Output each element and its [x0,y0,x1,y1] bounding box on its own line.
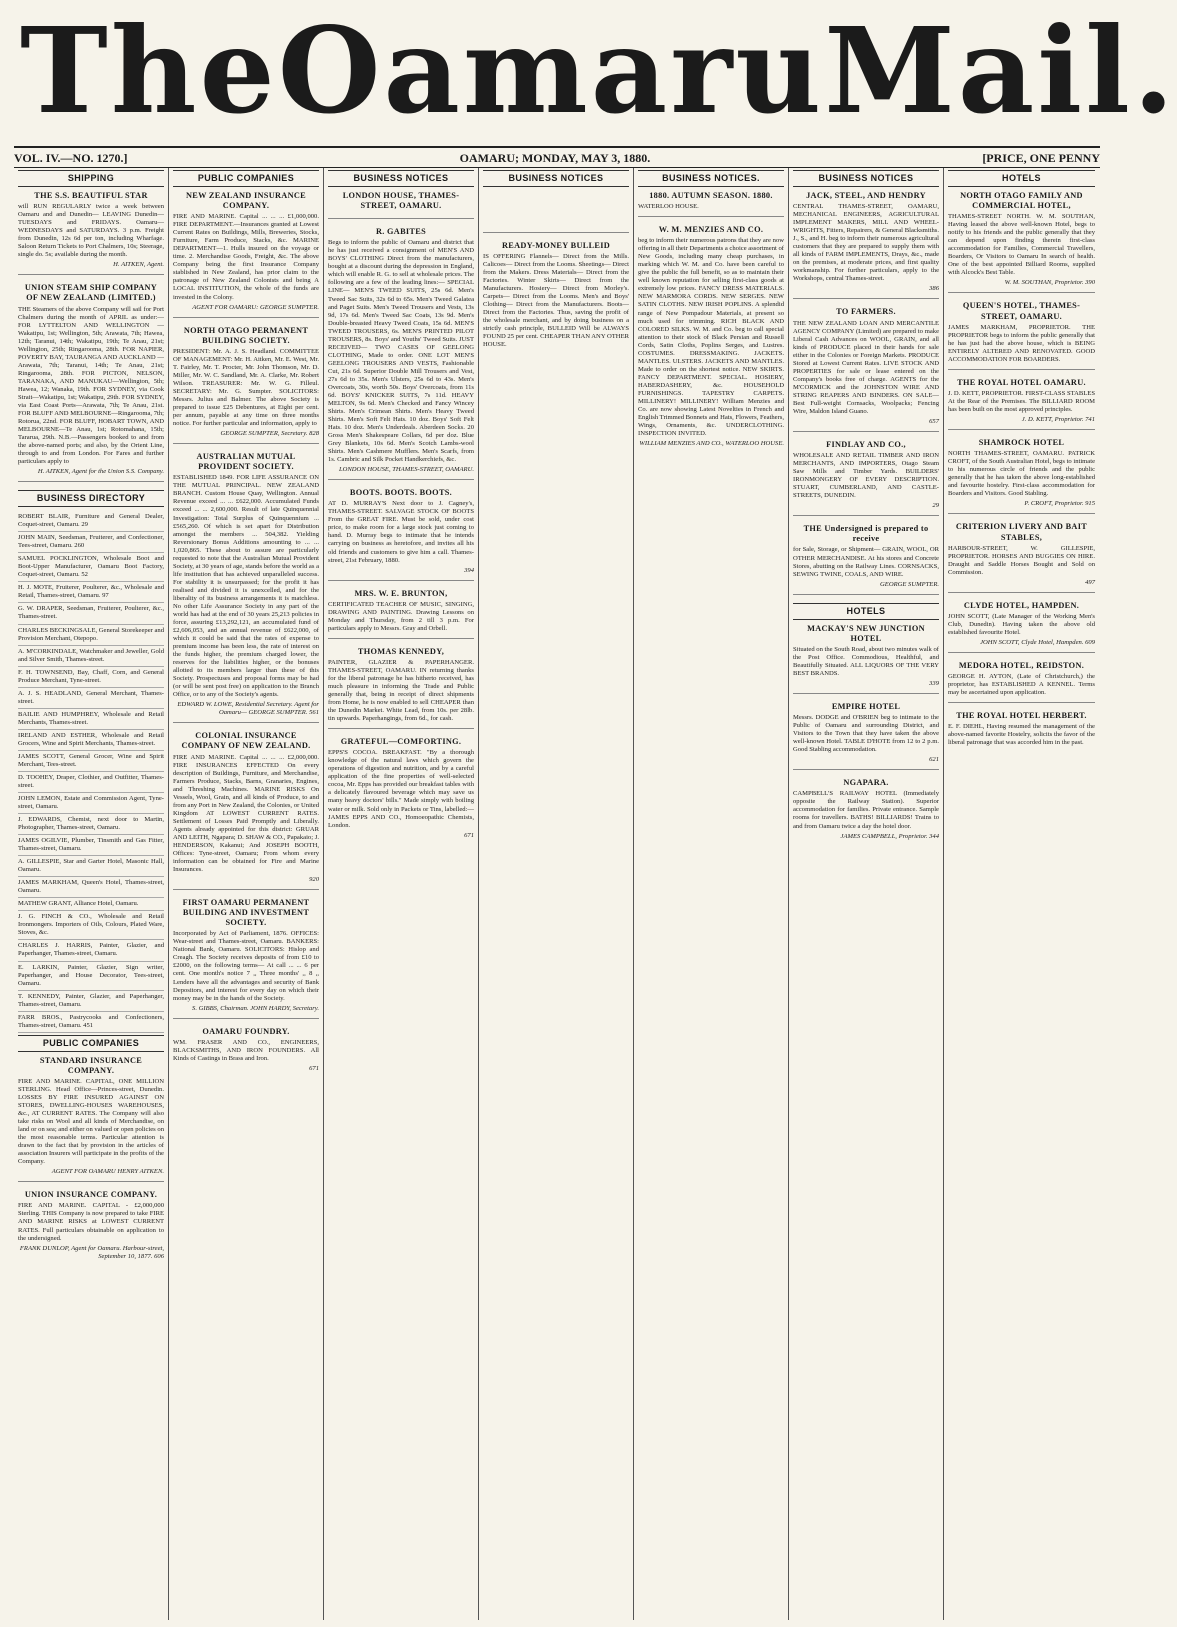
directory-entry: J. EDWARDS, Chemist, next door to Martin, Photographer, Thames-street, Oamaru. [18,814,164,835]
ad-signature: WILLIAM MENZIES AND CO., WATERLOO HOUSE. [639,440,784,447]
column-header: BUSINESS NOTICES [328,170,474,187]
directory-entry: CHARLES BECKINGSALE, General Storekeeper and Provision Merchant, Otepopo. [18,625,164,646]
column-2-ad [173,731,319,890]
ad-title: SHAMROCK HOTEL [978,438,1065,448]
ad-title: FINDLAY AND CO., [826,439,906,449]
ad-title: GRATEFUL—COMFORTING. [340,737,462,747]
ad-signature: GEORGE SUMPTER. [880,580,939,588]
directory-entry: H. J. MOTE, Fruiterer, Poulterer, &c., Wholesale and Retail, Thames-street, Oamaru. 97 [18,582,164,603]
ad-title: CRITERION LIVERY AND BAIT STABLES, [955,522,1088,542]
ad-body: will RUN REGULARLY twice a week between Oamaru and and Dunedin— LEAVING Dunedin— TUESDAYS and FRIDAYS. Oamaru— WEDNESDAYS and SATURDAYS. 3 p.m. Freight from Dunedin, 12s 6d per ton, including Wharfage. Saloon Return Tickets to Port Chalmers, 10s; Steerage, single do. 5s; available during the month. [18,203,164,259]
column-1-ad [18,191,164,275]
ad-signature: FRANK DUNLOP, Agent for Oamaru. Harbour-street, September 10, 1877. 606 [19,1244,164,1260]
column-4 [479,168,634,1620]
directory-entry: BAILIE AND HUMPHREY, Wholesale and Retail Merchants, Thames-street. [18,709,164,730]
column-3-ad [328,488,474,580]
ad-signature: EDWARD W. LOWE, Residential Secretary. Agent for Oamaru— GEORGE SUMPTER. 561 [177,701,319,717]
directory-entry: JAMES SCOTT, General Grocer, Wine and Spirit Merchant, Tees-street. [18,751,164,772]
ad-body: AT D. MURRAY'S Next door to J. Cagney's, THAMES-STREET. SALVAGE STOCK OF BOOTS From the GREAT FIRE. Must be sold, under cost price, to make room for a large stock just coming to hand. D. Murray begs to intimate that he intends carrying on business as heretofore, and invites all his old friends and customers to give him a call. Thames-street, 21st February, 1880. [328,500,474,564]
column-header: SHIPPING [18,170,164,187]
ad-body: PAINTER, GLAZIER & PAPERHANGER. THAMES-STREET, OAMARU. IN returning thanks for the liberal patronage he has hitherto received, has much pleasure in informing the Trade and Public generally that, being in receipt of direct shipments from Home, he is now enabled to sell CHEAPER than the Dunedin Market. White Lead, from 10s. per 28lb. tin upwards. Paperhangings, from 6d., for cash. [328,658,474,723]
column-header: HOTELS [948,170,1095,187]
ad-body: Begs to inform the public of Oamaru and district that he has just received a consignment of MEN'S AND BOYS' CLOTHING Direct from the manufacturers, bought at a discount during the depression in England, which will enable R. G. to sell at wholesale prices. The following are a few of the leading lines:— SPECIAL LINE— MEN'S TWEED SUITS, 25s 6d. Men's Tweed Sac Suits, 32s 6d to 65s. Men's Tweed Galatea and Paget Suits. Men's Tweed Trousers and Vests, 13s 9d, 17s 6d. Men's Tweed Sac Coats, 13s 9d. Men's Double-breasted Heavy Tweed Coats, 15s 6d. MEN'S TWEED TROUSERS, 6s. MEN'S PRINTED PILOT TROUSERS, 8s. Boys' and Youths' Tweed Suits. JUST RECEIVED— TWO CASES OF GEELONG CLOTHING, Made to order. ONE LOT MEN'S GEELONG TROUSERS AND VESTS, Fashionable Cut, 21s 6d. Superior Double Mill Trousers and Vest, 27s 6d to 35s. Men's Ulsters, 25s 6d to 43s. Men's Overcoats, 30s, worth 50s. Boys' Overcoats, from 11s 6d. BOYS' KNICKER SUITS, 7s 11d. HEAVY MELTON, 9s 6d. Men's Checked and Fancy Wincey Shirts. Men's Crimean Shirts. Men's Heavy Tweed Shirts. Men's Soft Felt Hats. 10 doz. Boys' Soft Felt Hats. 10 doz. Men's Underdeals. Aberdeen Socks. 20 Gross Men's Shakespeare Collars, 6d per doz. Blue Grey Blankets, 10s 6d. Men's Scotch Lambs-wool Shirts. Men's Cashmere Mufflers. Men's Scarfs, from 1s. Cambric and Silk Pocket Handkerchiefs, &c. [328,239,474,464]
ad-body: E. F. DIEHL, Having resumed the management of the above-named favorite Hostelry, solicits the favor of the liberal patronage that was accorded him in the past. [948,723,1095,747]
column-6-lower-ad [793,778,939,845]
directory-entry: E. LARKIN, Painter, Glazier, Sign writer, Paperhanger, and House Decorator, Tees-street, Oamaru. [18,962,164,991]
column-4-ad [483,241,629,354]
directory-entry: F. H. TOWNSEND, Bay, Chaff, Corn, and General Produce Merchant, Tyne-street. [18,667,164,688]
column-6-ad [793,191,939,299]
column-5-ad [638,225,784,453]
masthead-word-2: Oamaru [277,1,825,140]
ad-title: R. GABITES [375,227,427,237]
column-7-ad [948,438,1095,514]
ad-title: UNION STEAM SHIP COMPANY OF NEW ZEALAND (LIMITED.) [24,283,158,303]
ad-body: THE NEW ZEALAND LOAN AND MERCANTILE AGENCY COMPANY (Limited) are prepared to make Liberal Cash Advances on WOOL, GRAIN, and all kinds of PRODUCE placed in their hands for sale either in the Colonies or Foreign Markets. PRODUCE Stored at Lowest Current Rates. LIVE STOCK AND PROPERTIES for sale or lease entered on the Company's books free of charge. AGENTS for the M'CORMICK and the JOHNSTON WIRE AND STRING REAPERS AND BINDERS. ON SALE—Best Full-weight Cornsacks, Woolpacks; Fencing Wire, Maldon Island Guano. [793,319,939,415]
column-2-ad [173,898,319,1019]
column-5 [634,168,789,1620]
column-6-lower-ad [793,702,939,770]
ad-body: J. D. KETT, PROPRIETOR. FIRST-CLASS STABLES At the Rear of the Premises. The BILLIARD ROOM has been built on the most approved principles. [948,389,1095,414]
ad-signature: JAMES CAMPBELL, Proprietor. 344 [840,832,939,840]
ad-signature: JOHN SCOTT, Clyde Hotel, Hampden. 609 [980,638,1095,646]
ad-title: NGAPARA. [843,778,889,788]
directory-entry: D. TOOHEY, Draper, Clothier, and Outfitter, Thames-street. [18,772,164,793]
column-header: BUSINESS NOTICES. [638,170,784,187]
directory-entry: J. G. FINCH & CO., Wholesale and Retail Ironmongers. Importers of Oils, Colours, Plated Ware, Stoves, &c. [18,911,164,940]
ad-signature: 671 [309,1064,319,1072]
ad-title: READY-MONEY BULLEID [501,240,611,250]
ad-title: STANDARD INSURANCE COMPANY. [39,1055,143,1075]
ad-signature: 920 [309,875,319,883]
column-header: BUSINESS NOTICES [793,170,939,187]
column-6-ad [793,440,939,516]
column-6-ad [793,307,939,432]
column-6-ad [793,524,939,594]
ad-title: MACKAY'S NEW JUNCTION HOTEL [807,623,925,643]
volume-number: VOL. IV.—NO. 1270.] [14,150,128,165]
column-7-ad [948,661,1095,703]
price: [PRICE, ONE PENNY [982,150,1100,165]
ad-title: THE ROYAL HOTEL OAMARU. [957,377,1086,387]
ad-signature: W. M. SOUTHAN, Proprietor. 390 [1004,279,1095,287]
directory-entry: JAMES MARKHAM, Queen's Hotel, Thames-street, Oamaru. [18,877,164,898]
ad-signature: S. GIBBS, Chairman. JOHN HARDY, Secretary. [192,1004,319,1012]
column-2 [169,168,324,1620]
ad-body: WHOLESALE AND RETAIL TIMBER AND IRON MERCHANTS, AND IMPORTERS, Otago Steam Saw Mills and Timber Yards. BUILDERS' IRONMONGERY OF EVERY DESCRIPTION. STUART, CUMBERLAND, AND CASTLE-STREETS, DUNEDIN. [793,452,939,500]
ad-body: IS OFFERING Flannels— Direct from the Mills. Calicoes— Direct from the Looms. Sheetings— Direct from the Makers. Dress Materials— Direct from the Factories. Winter Skirts— Direct from the Manufacturers. Hosiery— Direct from Morley's. Carpets— Direct from the Looms. Men's and Boys' Clothing— Direct from the Manufacturers. Boots— Direct from the Factories. Thus, saving the profit of the wholesale merchant, and by doing business on a strictly cash principle, BULLEID Will be ALWAYS FOUND 25 per cent. CHEAPER THAN ANY OTHER HOUSE. [483,253,629,349]
ad-signature: 394 [464,566,474,574]
column-7-ad [948,191,1095,294]
column-3-ad [328,737,474,844]
directory-entry: G. W. DRAPER, Seedsman, Fruiterer, Poulterer, &c., Thames-street. [18,603,164,624]
ad-title: NORTH OTAGO PERMANENT BUILDING SOCIETY. [183,325,309,345]
section-header: PUBLIC COMPANIES [18,1035,164,1052]
ad-spacer [483,191,629,227]
ad-title: MEDORA HOTEL, REIDSTON. [958,661,1085,671]
ad-body: FIRE AND MARINE. Capital ... ... ... £1,000,000. FIRE DEPARTMENT.—Insurances granted at Lowest Current Rates on Buildings, Mills, Breweries, Stocks, Furniture, Farm Produce, Stacks, &c. MARINE DEPARTMENT—1. Hulls insured on the voyage or time. 2. Merchandise Goods, Freight, &c. The above Company being the first Insurance Company stablished in New Zealand, has prior claim to the patronage of New Zealand Colonists and being A LOCAL INSTITUTION, the whole of the funds are invested in the Colony. [173,213,319,301]
ad-title: 1880. AUTUMN SEASON. 1880. [649,190,773,200]
directory-entry: SAMUEL POCKLINGTON, Wholesale Boot and Boot-Upper Manufacturer, Oamaru Boot Factory, Coquet-street, Oamaru. 52 [18,553,164,582]
directory-entry: FARR BROS., Pastrycooks and Confectioners, Thames-street, Oamaru. 451 [18,1012,164,1033]
ad-signature: AGENT FOR OAMARU HENRY AITKEN. [51,1168,164,1176]
ad-body: CAMPBELL'S RAILWAY HOTEL (Immediately opposite the Railway Station). Superior accommodation for families. Private entrance. Sample rooms for travellers. BATHS! BILLIARDS! Trains to and from Oamaru twice a day the hotel door. [793,790,939,830]
ad-title: UNION INSURANCE COMPANY. [24,1190,158,1200]
directory-entry: JOHN MAIN, Seedsman, Fruiterer, and Confectioner, Tees-street, Oamaru. 260 [18,532,164,553]
column-1 [14,168,169,1620]
ad-title: COLONIAL INSURANCE COMPANY OF NEW ZEALAND. [181,731,311,751]
column-7-ad [948,711,1095,752]
ad-body: CERTIFICATED TEACHER OF MUSIC, SINGING, DRAWING AND PAINTING. Drawing Lessons on Monday and Thursday, from 2 till 3 p.m. For particulars apply to Messrs. Gray and Orbell. [328,600,474,632]
ad-title: THE S.S. BEAUTIFUL STAR [34,190,148,200]
ad-title: NEW ZEALAND INSURANCE COMPANY. [185,190,307,211]
newspaper-columns [14,168,1100,1620]
ad-body: ESTABLISHED 1849. FOR LIFE ASSURANCE ON THE MUTUAL PRINCIPAL. NEW ZEALAND BRANCH. Custom House Quay, Wellington. Annual Revenue exceed ... ... £622,000. Accumulated Funds exceed ... ... 2,600,000. Result of late Quinquennial Investigation: Total Surplus of Quinquennium ... £565,260. Of which is set apart for Distribution amongst the members ... 504,382. Yielding Reversionary Bonus Additions amounting to ... ... 1,020,865. These about to assure are particularly requested to note that the Australian Mutual Provident Society, at 30 years of age, stands before the world as a life institution that has achieved unparalleled success. For stability it is unsurpassed; for the profit it has realised and divided it is unexcelled, and for the liberality of its business arrangements it is matchless. No other Life Assurance Society in any part of the world has had at the end of 30 years 25,213 policies in force, assuring £13,292,121, an accumulated fund of £2,606,053, and an annual revenue of £622,000, of which it could be said that the rates of expense to premium income has been less, the rate of interest on the funds higher, the premium charged lower, the reserves for the liabilities higher, or the bonuses allotted to its members larger than these of this Society. Prospectuses and proposal forms may be had (or will be sent post free) on application to the Branch Office, or to any of the Society's agents. [173,474,319,699]
column-2-ad [173,191,319,318]
ad-title: MRS. W. E. BRUNTON, [354,588,448,598]
ad-body: EPPS'S COCOA. BREAKFAST. "By a thorough knowledge of the natural laws which govern the operations of digestion and nutrition, and by a careful application of the fine properties of well-selected cocoa, Mr. Epps has provided our breakfast tables with a delicately flavoured beverage which may save us many heavy doctors' bills." Made simply with boiling water or milk. Sold only in Packets or Tins, labelled:— JAMES EPPS AND CO., Homoeopathic Chemists, London. [328,749,474,829]
ad-body: CENTRAL THAMES-STREET, OAMARU, MECHANICAL ENGINEERS, AGRICULTURAL IMPLEMENT MAKERS, MILL AND WHEEL-WRIGHTS, Fitters, Repairers, & General Blacksmiths. J., S., and H. beg to inform their numerous agricultural customers that they are prepared to supply them with all kinds of FARM IMPLEMENTS, Drays, &c., made on the premises, at moderate prices, and first quality workmanship. For further particulars, apply to the Workshops, central Thames-street. [793,203,939,283]
column-3-ad [328,647,474,729]
ad-title: THE Undersigned is prepared to receive [803,524,929,544]
ad-title: THE ROYAL HOTEL HERBERT. [956,711,1087,721]
directory-entry: A. J. S. HEADLAND, General Merchant, Thames-street. [18,688,164,709]
column-2-ad [173,452,319,723]
ad-title: TO FARMERS. [836,307,896,317]
ad-title: THOMAS KENNEDY, [357,646,445,656]
column-3 [324,168,479,1620]
ad-title: FIRST OAMARU PERMANENT BUILDING AND INVESTMENT SOCIETY. [182,898,310,928]
column-2-ad [173,1027,319,1078]
masthead-word-1: The [20,1,278,140]
ad-signature: H. AITKEN, Agent. [113,261,164,269]
ad-body: JOHN SCOTT, (Late Manager of the Working Men's Club, Dunedin). Having taken the above old established favourite Hotel. [948,612,1095,636]
column-header: PUBLIC COMPANIES [173,170,319,187]
ad-title: AUSTRALIAN MUTUAL PROVIDENT SOCIETY. [196,452,296,472]
directory-entry: ROBERT BLAIR, Furniture and General Dealer, Coquet-street, Oamaru. 29 [18,511,164,532]
ad-body: for Sale, Storage, or Shipment— GRAIN, WOOL, OR OTHER MERCHANDISE. At his stores and Concrete Stores, abutting on the Railway Lines. CORNSACKS, SEWING TWINE, COALS, AND WIRE. [793,546,939,578]
ad-title: CLYDE HOTEL, HAMPDEN. [963,600,1080,610]
ad-signature: 621 [929,756,939,764]
dateline [14,146,1100,168]
column-3-ad [328,589,474,639]
ad-signature: 497 [1085,578,1095,586]
directory-entry: A. M'CORKINDALE, Watchmaker and Jeweller, Gold and Silver Smith, Thames-street. [18,646,164,667]
ad-body: FIRE AND MARINE. CAPITAL - £2,000,000 Sterling. THIS Company is now prepared to take FIRE AND MARINE RISKS at LOWEST CURRENT RATES. Full particulars obtainable on application to the undersigned. [18,1202,164,1242]
directory-entry: JOHN LEMON, Estate and Commission Agent, Tyne-street, Oamaru. [18,793,164,814]
ad-signature: H. AITKEN, Agent for the Union S.S. Company. [37,468,164,476]
ad-body: FIRE AND MARINE. CAPITAL, ONE MILLION STERLING. Head Office—Princes-street, Dunedin. LOSSES BY FIRE INSURED AGAINST ON STORES, DWELLING-HOUSES WAREHOUSES, &c., AT CURRENT RATES. The Company will also take risks on Wool and all kinds of Merchandise, on land or on sea; and either on valued or open policies on the most reasonable terms. Particular attention is drawn to the fact that by provision in the articles of association Insurers will participate in the profits of the Company. [18,1077,164,1166]
ad-body: GEORGE H. AYTON, (Late of Christchurch,) the proprietor, has ESTABLISHED A KENNEL. Terms may be ascertained upon application. [948,673,1095,697]
column-2-ad [173,326,319,445]
directory-entry: T. KENNEDY, Painter, Glazier, and Paperhanger, Thames-street, Oamaru. [18,991,164,1012]
ad-body: Messrs. DODGE and O'BRIEN beg to intimate to the Public of Oamaru and surrounding District, and Visitors to the Town that they have taken the above well-known Hotel. TABLE D'HOTE from 12 to 2 p.m. Good Stabling accommodation. [793,714,939,754]
ad-title: EMPIRE HOTEL [831,701,901,711]
ad-signature: 386 [929,285,939,293]
ad-title: NORTH OTAGO FAMILY AND COMMERCIAL HOTEL, [960,190,1083,211]
ad-title: W. M. MENZIES AND CO. [658,225,764,235]
column-7-ad [948,601,1095,653]
ad-signature: J. D. KETT, Proprietor. 741 [1021,416,1095,424]
column-header: BUSINESS NOTICES [483,170,629,187]
ad-signature: 657 [929,417,939,425]
column-1-lower-ad [18,1056,164,1183]
column-7-ad [948,378,1095,430]
ad-body: Situated on the South Road, about two minutes walk of the Post Office. Commodious, Healthful, and Beautifully Situated. ALL LIQUORS OF THE VERY BEST BRANDS. [793,645,939,677]
column-1-lower-ad [18,1190,164,1265]
ad-signature: AGENT FOR OAMARU: GEORGE SUMPTER. [192,303,319,311]
ad-title: BOOTS. BOOTS. BOOTS. [349,488,453,498]
ad-body: HARBOUR-STREET, W. GILLESPIE, PROPRIETOR. HORSES AND BUGGIES ON HIRE. Draught and Saddle Horses Bought and Sold on Commission. [948,544,1095,576]
section-header: HOTELS [793,603,939,620]
column-5-ad [638,191,784,217]
ad-title: QUEEN'S HOTEL, THAMES-STREET, OAMARU. [962,301,1081,321]
column-7 [944,168,1099,1620]
column-7-ad [948,301,1095,369]
ad-signature: LONDON HOUSE, THAMES-STREET, OAMARU. [338,466,474,474]
ad-body: WM. FRASER AND CO., ENGINEERS, BLACKSMITHS, AND IRON FOUNDERS. All Kinds of Castings in Brass and Iron. [173,1038,319,1062]
column-3-ad [328,227,474,480]
directory-entry: A. GILLESPIE, Star and Garter Hotel, Masonic Hall, Oamaru. [18,856,164,877]
column-7-ad [948,522,1095,592]
column-6-lower-ad [793,624,939,694]
directory-entry: MATHEW GRANT, Alliance Hotel, Oamaru. [18,898,164,911]
masthead-word-3: Mail. [824,1,1177,140]
ad-signature: GEORGE SUMPTER, Secretary. 828 [220,430,319,438]
ad-signature: 671 [464,831,474,839]
ad-signature: 339 [929,679,939,687]
ad-body: JAMES MARKHAM, PROPRIETOR. THE PROPRIETOR begs to inform the public generally that he has just had the above house, which is BEING ENTIRELY ALTERED AND RENOVATED. GOOD ACCOMMODATION FOR BOARDERS. [948,323,1095,363]
ad-body: NORTH THAMES-STREET, OAMARU. PATRICK CROFT, of the South Australian Hotel, begs to intimate to his numerous circle of friends and the public generally that he has taken the above long-established and favourite hostelry. First-class accommodation for Boarders and Visitors. Good Stabling. [948,450,1095,498]
directory-entry: CHARLES J. HARRIS, Painter, Glazier, and Paperhanger, Thames-street, Oamaru. [18,940,164,961]
ad-body: Incorporated by Act of Parliament, 1876. OFFICES: Wear-street and Thames-street, Oamaru. BANKERS: National Bank, Oamaru. SOLICITORS: Hislop and Creagh. The Society receives deposits of from £10 to £2000, on the following terms— At call ... ... 6 per cent. One month's notice 7 ,, Three months' ,, 8 ,, Lenders have all the advantages and security of Bank Depositors, and interest for every day on which their money may be in the hands of the Society. [173,930,319,1002]
ad-body: FIRE AND MARINE. Capital ... ... ... £2,000,000. FIRE INSURANCES EFFECTED On every description of Buildings, Furniture, and Merchandise, Farmers Produce, Stacks, Barns, Granaries, Engines, and Threshing Machines. MARINE RISKS On Vessels, Wool, Grain, and all kinds of Produce, to and from any Port in New Zealand, the Colonies, or United Kingdom AT LOWEST CURRENT RATES. Settlement of Losses Paid Promptly and Liberally. Agents already appointed for this district: GRUAR AND LEITH, Ngapara; D. SHAW & CO., Papakaio; J. HENDERSON, Kakanui; And JOSEPH BOOTH, Offices: Tyne-street, Oamaru; From whom every information can be obtained for Fire and Marine Insurances. [173,753,319,873]
ad-title: LONDON HOUSE, THAMES-STREET, OAMARU. [342,190,460,211]
directory-entry: JAMES OGILVIE, Plumber, Tinsmith and Gas Fitter, Thames-street, Oamaru. [18,835,164,856]
ad-body: THE Steamers of the above Company will sail for Port Chalmers during the month of APRIL as under:— FOR LYTTELTON AND WELLINGTON —Wakatipu, 1st; Wellington, 5th; Arawata, 7th; Hawea, 12th; Taranui, 14th; Wakatipu, 19th; Te Anau, 21st; Wellington, 25th; Ringarooma, 28th. FOR NAPIER, POVERTY BAY, TAURANGA AND AUCKLAND —Arawata, 7th; Taranui, 14th; Te Anau, 21st; Ringarooma, 28th. FOR PICTON, NELSON, TARANAKA, AND MANUKAU—Wellington, 5th; Hawea, 12; Wanaka, 19th. FOR SYDNEY, via Cook Strait—Wakatipu, 1st; Wakatipu, 29th. FOR SYDNEY, via East Coast Ports—Arawata, 7th; Te Anau, 21st. FOR BLUFF AND MELBOURNE—Ringarooma, 7th; Rotorua, 22nd. FOR BLUFF, HOBART TOWN, AND MELBOURNE—Te Anau, 1st; Rotomahana, 15th; Tararua, 29th. N.B.—Passengers booked to and from the above-named ports; and also, by the Orient Line, through to and from London. For Fares and further particulars apply to [18,305,164,466]
column-4-ad [483,191,629,233]
column-6 [789,168,944,1620]
masthead [20,1,1177,140]
ad-body: beg to inform their numerous patrons that they are now offering in all their Departments a choice assortment of New Goods, including many cheap purchases, in marking which W. M. and Co. have been careful to give the public the full benefit, so as to maintain their well known reputation for selling first-class goods at extremely low prices. FANCY DRESS MATERIALS. NEW MARMORA CORDS. NEW SERGES. NEW SATIN CLOTHS. NEW IRISH POPLINS. A splendid range of New Pompadour Materials, at present so much used for trimming. RICH BLACK AND COLORED SILKS. W. M. and Co. beg to call special attention to their stock of Black Persian and Russell Cords, Satin Cloths, Poplins Serges, and Lustres. COSTUMES. DRESSMAKING. JACKETS. MANTLES. ULSTERS. JACKETS AND MANTLES. Made to order on the shortest notice. NEW SKIRTS. FANCY DEPARTMENT. SPECIAL. HOSIERY, HABERDASHERY, &c. HOUSEHOLD FURNISHINGS. TAPESTRY CARPETS. MILLINERY! MILLINERY! William Menzies and Co. are now showing Latest Novelties in French and English Trimmed Bonnets and Hats, Flowers, Feathers, Wings, Ornaments, &c. UNDERCLOTHING. INSPECTION INVITED. [638,237,784,437]
ad-body: WATERLOO HOUSE. [638,203,699,211]
issue-date: OAMARU; MONDAY, MAY 3, 1880. [459,150,651,165]
ad-body: PRESIDENT: Mr. A. J. S. Headland. COMMITTEE OF MANAGEMENT: Mr. H. Aitken, Mr. E. West, Mr. T. Fairley, Mr. T. Procter, Mr. John Thomson, Mr. D. Miller, Mr. W. C. Sandland, Mr. A. Clarke, Mr. Robert Wilson. TREASURER: Mr. W. G. Filleul. SECRETARY: Mr. G. Sumpter. SOLICITORS: Messrs. Julius and Balmer. The above Society is prepared to issue £25 Debentures, at Eight per cent. per annum, payable at any time on three months notice. For further particular and information, apply to [173,347,319,428]
section-header: BUSINESS DIRECTORY [18,490,164,507]
directory-entry: IRELAND AND ESTHER, Wholesale and Retail Grocers, Wine and Spirit Merchants, Thames-street. [18,730,164,751]
ad-title: OAMARU FOUNDRY. [202,1026,290,1036]
ad-title: JACK, STEEL, AND HENDRY [806,190,926,200]
column-3-ad [328,191,474,219]
column-1-ad [18,283,164,482]
ad-signature: P. CROFT, Proprietor. 915 [1024,500,1095,508]
ad-body: THAMES-STREET NORTH. W. M. SOUTHAN, Having leased the above well-known Hotel, begs to notify to his friends and the public generally that they can depend upon finding therein first-class accommodation for Families, Commercial Travellers, Boarders, Or Visitors to Oamaru In search of health. One of the best appointed Billiard Rooms, supplied with Alcock's Best Table. [948,213,1095,277]
ad-signature: 29 [932,502,939,510]
